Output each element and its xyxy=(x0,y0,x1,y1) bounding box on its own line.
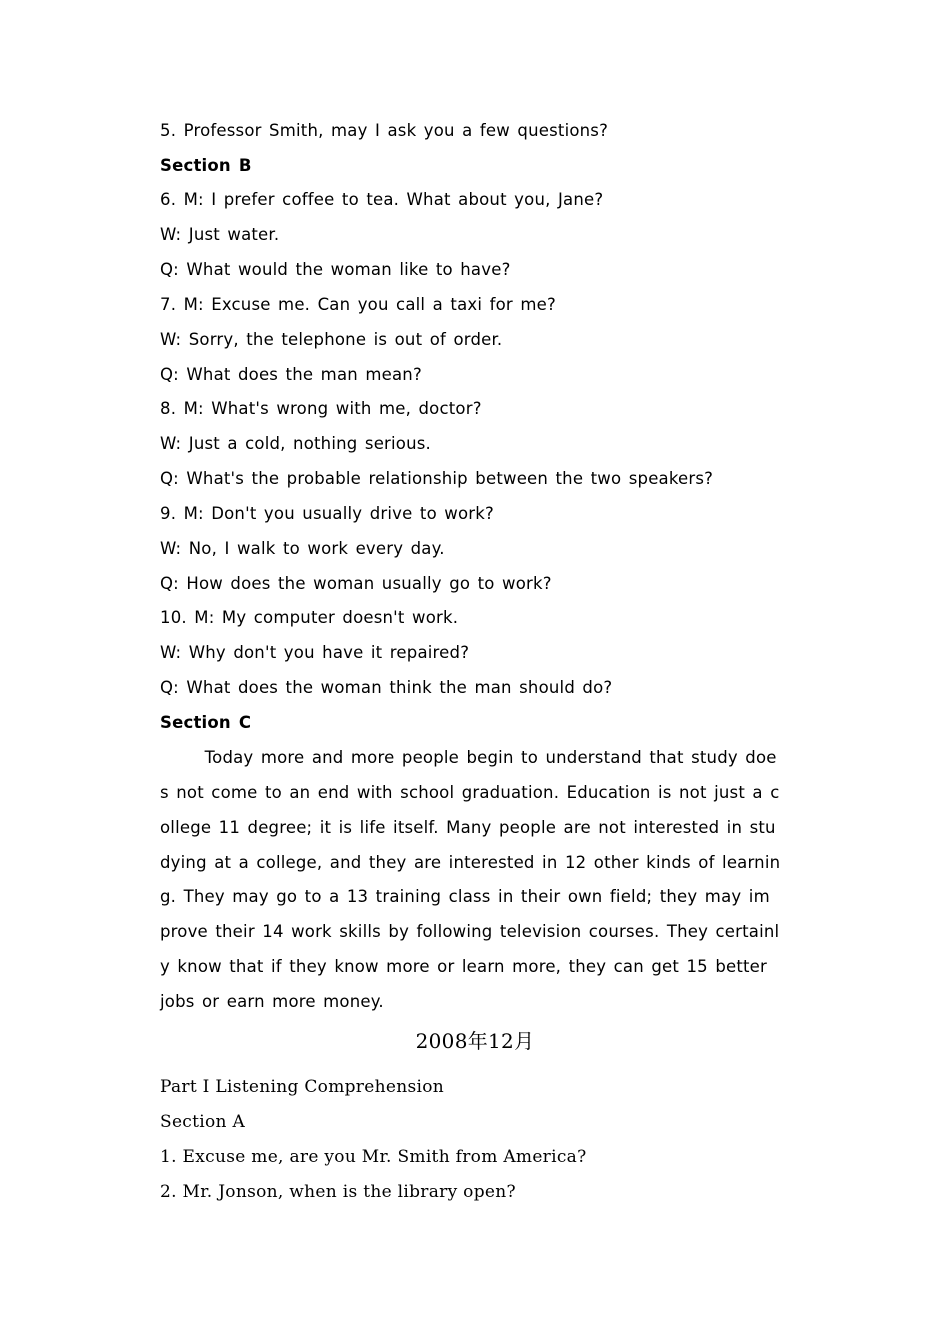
question-2: 2. Mr. Jonson, when is the library open? xyxy=(160,1182,516,1202)
dialogue-7-woman: W: Sorry, the telephone is out of order. xyxy=(160,330,503,349)
dialogue-6-question: Q: What would the woman like to have? xyxy=(160,260,511,279)
question-1: 1. Excuse me, are you Mr. Smith from America? xyxy=(160,1147,587,1167)
passage-line: s not come to an end with school graduation. Education is not just a c xyxy=(160,783,780,802)
dialogue-10-woman: W: Why don't you have it repaired? xyxy=(160,643,470,662)
passage-line: y know that if they know more or learn more, they can get 15 better xyxy=(160,957,768,976)
dialogue-9-question: Q: How does the woman usually go to work? xyxy=(160,574,552,593)
dialogue-8-woman: W: Just a cold, nothing serious. xyxy=(160,434,432,453)
dialogue-7-man: 7. M: Excuse me. Can you call a taxi for me? xyxy=(160,295,556,314)
date-heading: 2008年12月 xyxy=(415,1029,535,1053)
dialogue-8-question: Q: What's the probable relationship between the two speakers? xyxy=(160,469,714,488)
passage-line: ollege 11 degree; it is life itself. Many people are not interested in stu xyxy=(160,818,776,837)
dialogue-6-woman: W: Just water. xyxy=(160,225,280,244)
dialogue-7-question: Q: What does the man mean? xyxy=(160,365,422,384)
passage-line: prove their 14 work skills by following television courses. They certainl xyxy=(160,922,780,941)
section-a-heading: Section A xyxy=(160,1112,246,1132)
part-heading: Part Ⅰ Listening Comprehension xyxy=(160,1077,444,1097)
section-c-heading: Section C xyxy=(160,713,252,732)
dialogue-10-man: 10. M: My computer doesn't work. xyxy=(160,608,459,627)
dialogue-10-question: Q: What does the woman think the man should do? xyxy=(160,678,613,697)
dialogue-9-woman: W: No, I walk to work every day. xyxy=(160,539,445,558)
passage-line: g. They may go to a 13 training class in their own field; they may im xyxy=(160,887,770,906)
section-b-heading: Section B xyxy=(160,156,252,175)
passage-line: jobs or earn more money. xyxy=(160,992,384,1011)
dialogue-6-man: 6. M: I prefer coffee to tea. What about you, Jane? xyxy=(160,190,604,209)
dialogue-8-man: 8. M: What's wrong with me, doctor? xyxy=(160,399,482,418)
passage-line: dying at a college, and they are interested in 12 other kinds of learnin xyxy=(160,853,781,872)
passage-line: Today more and more people begin to understand that study doe xyxy=(160,748,777,767)
dialogue-9-man: 9. M: Don't you usually drive to work? xyxy=(160,504,494,523)
question-5: 5. Professor Smith, may I ask you a few questions? xyxy=(160,121,609,140)
